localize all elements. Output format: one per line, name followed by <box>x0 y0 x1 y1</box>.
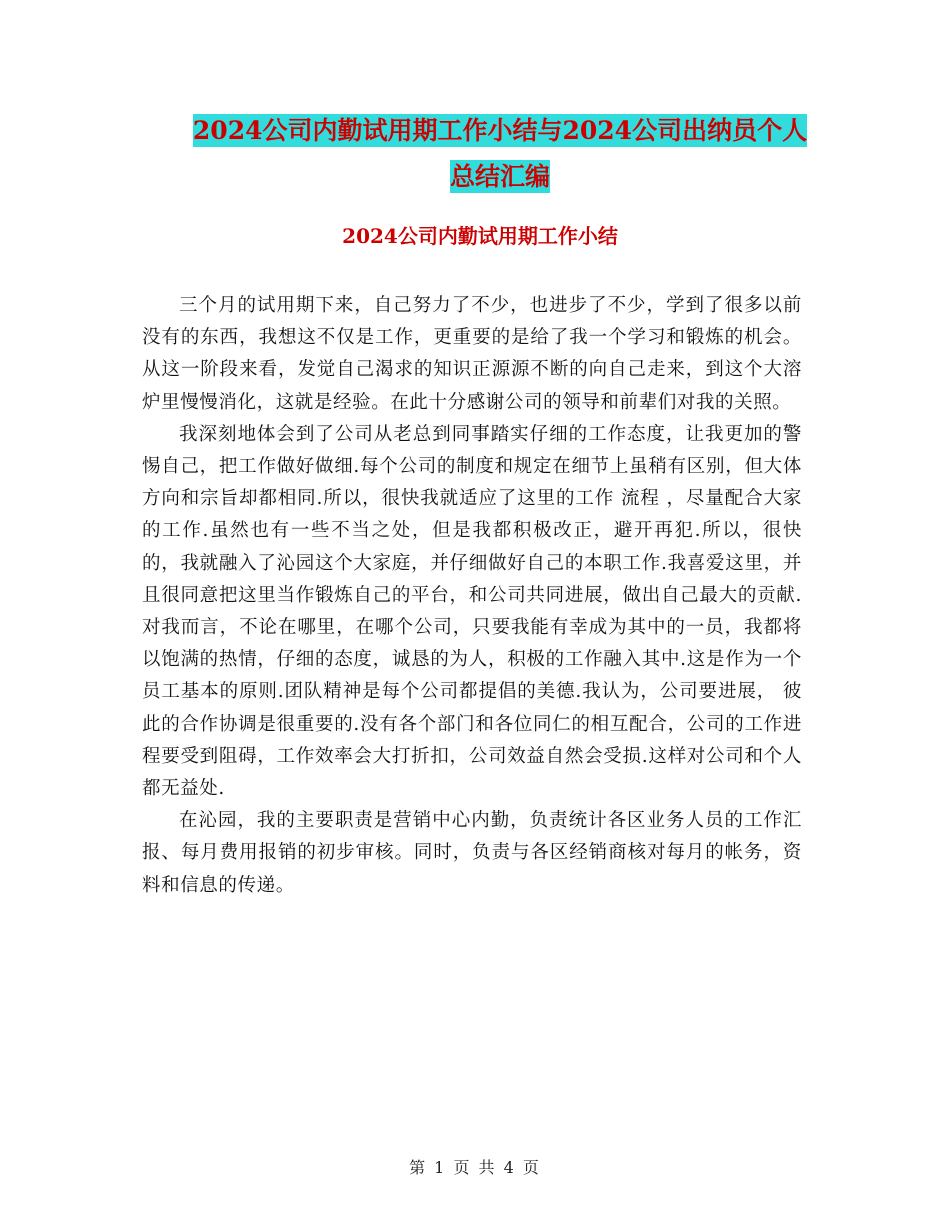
page-footer: 第 1 页 共 4 页 <box>409 1158 541 1177</box>
document-title-line1: 2024公司内勤试用期工作小结与2024公司出纳员个人 <box>192 116 808 145</box>
body-paragraph: 三个月的试用期下来，自己努力了不少，也进步了不少，学到了很多以前没有的东西，我想这不仅是工作，更重要的是给了我一个学习和锻炼的机会。从这一阶段来看，发觉自己渴求的知识正源源不断的向自己走来，到这个大溶炉里慢慢消化，这就是经验。在此十分感谢公司的领导和前辈们对我的关照。 <box>142 295 802 413</box>
section-title: 2024公司内勤试用期工作小结 <box>342 224 618 248</box>
body-paragraph: 我深刻地体会到了公司从老总到同事踏实仔细的工作态度，让我更加的警惕自己，把工作做好做细.每个公司的制度和规定在细节上虽稍有区别，但大体方向和宗旨却都相同.所以，很快我就适应了这里的工作 流程 ，尽量配合大家的工作.虽然也有一些不当之处，但是我都积极改正，避开再犯.所以，很快的，我就融入了沁园这个大家庭，并仔细做好自己的本职工作.我喜爱这里，并且很同意把这里当作锻炼自己的平台，和公司共同进展，做出自己最大的贡献. 对我而言，不论在哪里，在哪个公司，只要我能有幸成为其中的一员，我都将以饱满的热情，仔细的态度，诚恳的为人，积极的工作融入其中.这是作为一个员工基本的原则.团队精神是每个公司都提倡的美德.我认为，公司要进展， 彼此的合作协调是很重要的.没有各个部门和各位同仁的相互配合，公司的工作进程要受到阻碍，工作效率会大打折扣，公司效益自然会受损.这样对公司和个人都无益处. <box>142 423 802 800</box>
document-body <box>142 290 802 902</box>
document-title <box>140 108 860 200</box>
body-paragraph: 在沁园，我的主要职责是营销中心内勤，负责统计各区业务人员的工作汇报、每月费用报销的初步审核。同时，负责与各区经销商核对每月的帐务，资料和信息的传递。 <box>142 810 802 896</box>
document-title-line2: 总结汇编 <box>449 162 550 191</box>
